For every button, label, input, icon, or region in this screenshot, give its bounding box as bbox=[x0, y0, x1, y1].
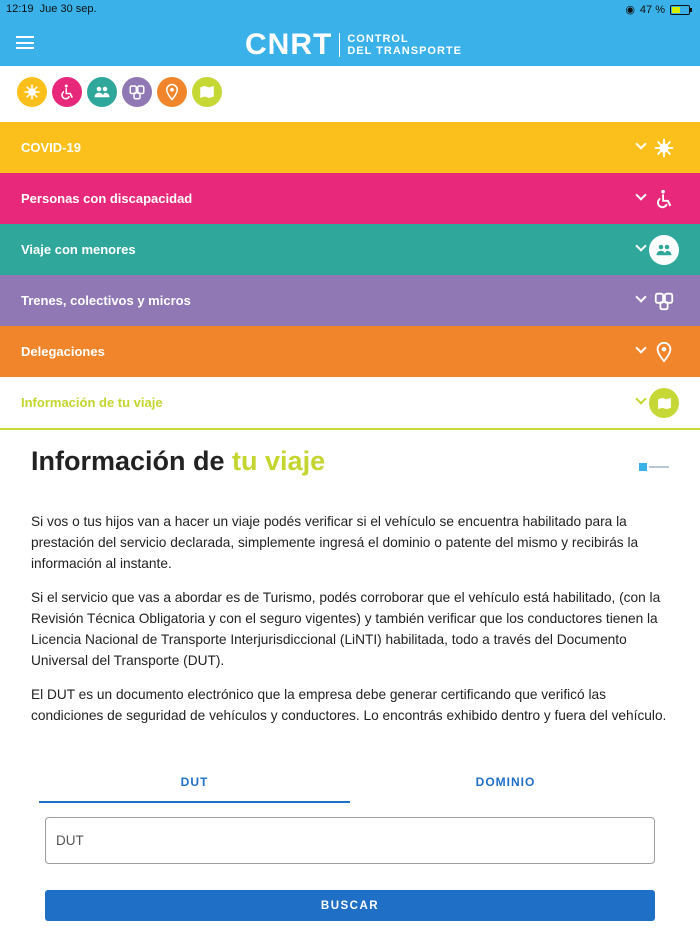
chevron-down-icon bbox=[635, 291, 646, 302]
accordion-trenes[interactable] bbox=[0, 275, 700, 326]
paragraph-2: Si el servicio que vas a abordar es de Turismo, podés corroborar que el vehículo está habilitado, (con la Revisión Técnica Obligatoria y con el seguro vigentes) y también verificar que los conductores tienen la Licencia Nacional de Transporte Interjurisdiccional (LiNTI) habilitada, todo a través del Documento Universal del Transporte (DUT). bbox=[31, 590, 661, 668]
status-bar bbox=[0, 0, 700, 20]
chevron-down-icon bbox=[635, 342, 646, 353]
wheelchair-icon[interactable] bbox=[52, 77, 82, 107]
dut-input[interactable] bbox=[45, 817, 655, 864]
category-shortcuts bbox=[17, 77, 222, 107]
chevron-down-icon bbox=[635, 240, 646, 251]
accordion-label: Información de tu viaje bbox=[21, 395, 163, 410]
virus-icon[interactable] bbox=[17, 77, 47, 107]
accordion-delegaciones[interactable] bbox=[0, 326, 700, 377]
map-icon[interactable] bbox=[192, 77, 222, 107]
search-button[interactable]: BUSCAR bbox=[45, 890, 655, 921]
chevron-down-icon bbox=[635, 189, 646, 200]
digital-badge-icon bbox=[639, 461, 671, 472]
map-icon bbox=[649, 388, 679, 418]
location-pin-icon bbox=[649, 337, 679, 367]
family-icon[interactable] bbox=[87, 77, 117, 107]
accordion-menores[interactable] bbox=[0, 224, 700, 275]
page-title: Información de tu viaje bbox=[31, 446, 326, 476]
search-tabs bbox=[39, 765, 661, 803]
status-right bbox=[625, 3, 690, 16]
location-pin-icon[interactable] bbox=[157, 77, 187, 107]
battery-icon bbox=[670, 5, 690, 15]
accordion-label: Personas con discapacidad bbox=[21, 191, 193, 206]
wifi-icon: ◉ bbox=[625, 4, 635, 16]
logo-main-text: CNRT bbox=[245, 28, 333, 61]
chevron-down-icon bbox=[635, 393, 646, 404]
info-content bbox=[31, 446, 671, 723]
wheelchair-icon bbox=[649, 184, 679, 214]
battery-percent: 47 % bbox=[639, 3, 665, 16]
bus-icon bbox=[649, 286, 679, 316]
family-icon bbox=[649, 235, 679, 265]
accordion-covid[interactable] bbox=[0, 122, 700, 173]
accordion-label: Delegaciones bbox=[21, 344, 105, 359]
logo-divider bbox=[339, 33, 340, 57]
accordion-label: Viaje con menores bbox=[21, 242, 136, 257]
virus-icon bbox=[649, 133, 679, 163]
paragraph-1: Si vos o tus hijos van a hacer un viaje podés verificar si el vehículo se encuentra habilitado para la prestación del servicio declarada, simplemente ingresá el dominio o patente del mismo y recibirás la información al instante. bbox=[31, 514, 639, 571]
chevron-down-icon bbox=[635, 138, 646, 149]
tab-dut[interactable]: DUT bbox=[39, 765, 350, 803]
accordion-label: Trenes, colectivos y micros bbox=[21, 293, 191, 308]
cnrt-logo[interactable] bbox=[245, 28, 462, 62]
status-time: 12:19 Jue 30 sep. bbox=[6, 3, 97, 15]
category-accordion bbox=[0, 122, 700, 430]
accordion-info-viaje[interactable] bbox=[0, 377, 700, 430]
accordion-label: COVID-19 bbox=[21, 140, 81, 155]
app-header bbox=[0, 0, 700, 66]
tab-dominio[interactable]: DOMINIO bbox=[475, 775, 536, 789]
logo-subtitle: CONTROL DEL TRANSPORTE bbox=[347, 33, 462, 57]
hamburger-menu-icon[interactable] bbox=[16, 36, 34, 49]
paragraph-3: El DUT es un documento electrónico que la empresa debe generar certificando que verificó las condiciones de seguridad de vehículos y conductores. Lo encontrás exhibido dentro y fuera del vehículo. bbox=[31, 687, 667, 723]
accordion-discapacidad[interactable] bbox=[0, 173, 700, 224]
bus-icon[interactable] bbox=[122, 77, 152, 107]
